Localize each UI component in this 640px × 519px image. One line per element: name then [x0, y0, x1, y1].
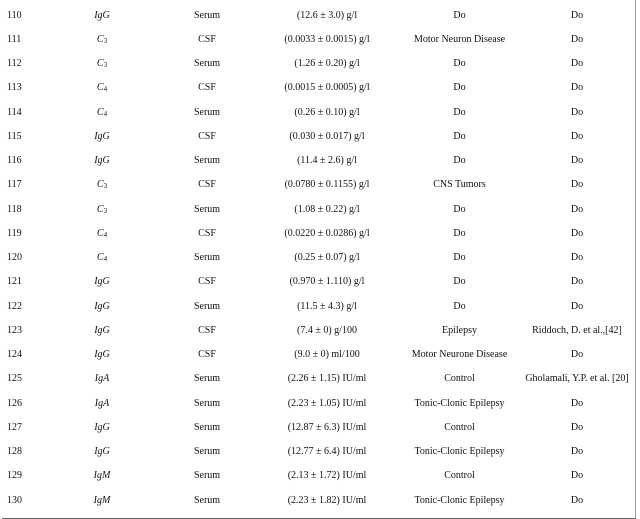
reference-cell-text: Do	[570, 252, 584, 264]
group-cell-text: Do	[453, 155, 466, 167]
specimen-cell	[157, 27, 257, 51]
value-cell-text: (0.0780 ± 0.1155) g/l	[284, 179, 370, 191]
analyte-cell-text: IgG	[94, 349, 110, 361]
table-row	[5, 173, 632, 197]
analyte-subscript: 4	[103, 109, 108, 118]
analyte-cell-text: IgG	[94, 276, 110, 288]
specimen-cell-text: CSF	[198, 82, 216, 94]
analyte-cell-text: C	[96, 58, 104, 70]
value-cell	[257, 367, 397, 391]
table-row	[5, 343, 632, 367]
group-cell-text: Tonic-Clonic Epilepsy	[414, 446, 505, 458]
row-number-text: 111	[7, 33, 22, 45]
specimen-cell-text: CSF	[198, 227, 216, 239]
specimen-cell-text: Serum	[193, 373, 221, 385]
group-cell	[397, 391, 522, 415]
analyte-cell	[47, 367, 157, 391]
table-row	[5, 464, 632, 488]
analyte-cell	[47, 464, 157, 488]
group-cell-text: Do	[453, 58, 466, 70]
specimen-cell	[157, 367, 257, 391]
specimen-cell	[157, 149, 257, 173]
analyte-subscript: 3	[103, 36, 108, 45]
row-number-text: 121	[7, 276, 22, 288]
analyte-cell	[47, 221, 157, 245]
specimen-cell-text: Serum	[193, 9, 221, 21]
analyte-cell	[47, 343, 157, 367]
value-cell	[257, 52, 397, 76]
table-row	[5, 367, 632, 391]
reference-cell	[522, 246, 632, 270]
reference-cell-text: Do	[570, 421, 584, 433]
row-number-text: 115	[7, 130, 22, 142]
specimen-cell	[157, 197, 257, 221]
specimen-cell	[157, 173, 257, 197]
reference-cell-text: Do	[570, 276, 584, 288]
row-number	[5, 27, 47, 51]
specimen-cell-text: Serum	[193, 421, 221, 433]
analyte-cell	[47, 3, 157, 27]
table-row	[5, 391, 632, 415]
analyte-cell-text: IgM	[93, 494, 111, 506]
specimen-cell	[157, 488, 257, 512]
group-cell	[397, 440, 522, 464]
value-cell	[257, 221, 397, 245]
row-number-text: 128	[7, 446, 22, 458]
reference-cell-text: Do	[570, 179, 584, 191]
analyte-cell-text: IgG	[94, 9, 110, 21]
reference-cell-text: Do	[570, 58, 584, 70]
group-cell	[397, 197, 522, 221]
table-row	[5, 246, 632, 270]
row-number-text: 113	[7, 82, 22, 94]
row-number-text: 110	[7, 9, 22, 21]
value-cell-text: (1.08 ± 0.22) g/l	[294, 203, 360, 215]
reference-cell-text: Do	[570, 33, 584, 45]
table-row	[5, 415, 632, 439]
row-number	[5, 415, 47, 439]
group-cell-text: Motor Neuron Disease	[413, 33, 506, 45]
analyte-cell-text: C	[96, 203, 104, 215]
data-table	[5, 3, 632, 512]
reference-cell	[522, 391, 632, 415]
value-cell	[257, 100, 397, 124]
value-cell-text: (11.4 ± 2.6) g/l	[297, 155, 357, 167]
table-row	[5, 318, 632, 342]
reference-cell	[522, 124, 632, 148]
specimen-cell	[157, 76, 257, 100]
table-body	[5, 3, 632, 512]
value-cell	[257, 173, 397, 197]
group-cell-text: CNS Tumors	[433, 179, 486, 191]
analyte-cell-text: C	[96, 179, 104, 191]
row-number-text: 119	[7, 227, 22, 239]
value-cell	[257, 76, 397, 100]
analyte-cell	[47, 52, 157, 76]
group-cell	[397, 318, 522, 342]
value-cell	[257, 294, 397, 318]
value-cell	[257, 149, 397, 173]
analyte-subscript: 4	[103, 255, 108, 264]
group-cell	[397, 27, 522, 51]
group-cell	[397, 294, 522, 318]
row-number	[5, 318, 47, 342]
table-row	[5, 149, 632, 173]
table-row	[5, 124, 632, 148]
specimen-cell	[157, 343, 257, 367]
value-cell	[257, 246, 397, 270]
group-cell-text: Control	[444, 373, 475, 385]
value-cell	[257, 488, 397, 512]
group-cell-text: Do	[453, 82, 466, 94]
analyte-cell	[47, 391, 157, 415]
table-row	[5, 221, 632, 245]
row-number	[5, 52, 47, 76]
reference-cell	[522, 27, 632, 51]
row-number	[5, 440, 47, 464]
reference-cell-text: Do	[570, 446, 584, 458]
specimen-cell	[157, 464, 257, 488]
row-number	[5, 367, 47, 391]
value-cell-text: (1.26 ± 0.20) g/l	[294, 58, 360, 70]
specimen-cell	[157, 440, 257, 464]
group-cell	[397, 149, 522, 173]
analyte-cell-text: IgM	[93, 470, 111, 482]
row-number	[5, 246, 47, 270]
group-cell	[397, 221, 522, 245]
table-row	[5, 488, 632, 512]
analyte-cell-text: C	[96, 82, 104, 94]
row-number	[5, 173, 47, 197]
row-number-text: 127	[7, 421, 22, 433]
specimen-cell	[157, 415, 257, 439]
group-cell-text: Do	[453, 203, 466, 215]
reference-cell-text: Do	[570, 397, 584, 409]
table-row	[5, 3, 632, 27]
row-number-text: 122	[7, 300, 22, 312]
analyte-cell	[47, 76, 157, 100]
value-cell	[257, 27, 397, 51]
value-cell-text: (12.77 ± 6.4) IU/ml	[287, 446, 367, 458]
table-row	[5, 27, 632, 51]
specimen-cell-text: Serum	[193, 155, 221, 167]
reference-cell-text: Do	[570, 106, 584, 118]
group-cell	[397, 3, 522, 27]
table-row	[5, 52, 632, 76]
reference-cell-text: Do	[570, 82, 584, 94]
analyte-subscript: 4	[103, 230, 108, 239]
analyte-cell-text: IgG	[94, 130, 110, 142]
reference-cell	[522, 294, 632, 318]
analyte-cell-text: IgG	[94, 324, 110, 336]
value-cell-text: (12.6 ± 3.0) g/l	[296, 9, 358, 21]
analyte-cell-text: C	[96, 106, 104, 118]
reference-cell	[522, 52, 632, 76]
specimen-cell-text: CSF	[198, 130, 216, 142]
analyte-cell-text: IgA	[94, 373, 110, 385]
row-number-text: 116	[7, 155, 22, 167]
group-cell	[397, 52, 522, 76]
reference-cell-text: Do	[570, 227, 584, 239]
row-number-text: 125	[7, 373, 22, 385]
value-cell	[257, 440, 397, 464]
group-cell-text: Control	[444, 470, 475, 482]
analyte-cell	[47, 124, 157, 148]
specimen-cell	[157, 52, 257, 76]
specimen-cell-text: Serum	[193, 397, 221, 409]
value-cell	[257, 415, 397, 439]
value-cell-text: (0.0220 ± 0.0286) g/l	[284, 227, 370, 239]
analyte-subscript: 3	[103, 182, 108, 191]
specimen-cell-text: CSF	[198, 179, 216, 191]
analyte-cell	[47, 27, 157, 51]
value-cell-text: (2.23 ± 1.82) IU/ml	[287, 494, 367, 506]
reference-cell	[522, 488, 632, 512]
reference-cell	[522, 100, 632, 124]
reference-cell-text: Do	[570, 130, 584, 142]
value-cell-text: (0.030 ± 0.017) g/l	[289, 130, 365, 142]
row-number-text: 130	[7, 494, 22, 506]
reference-cell	[522, 343, 632, 367]
reference-cell	[522, 270, 632, 294]
analyte-cell	[47, 440, 157, 464]
value-cell-text: (11.5 ± 4.3) g/l	[297, 300, 357, 312]
analyte-cell	[47, 100, 157, 124]
row-number-text: 118	[7, 203, 22, 215]
row-number	[5, 391, 47, 415]
table-row	[5, 440, 632, 464]
analyte-cell	[47, 197, 157, 221]
value-cell	[257, 197, 397, 221]
row-number	[5, 221, 47, 245]
analyte-cell-text: IgG	[94, 446, 110, 458]
specimen-cell-text: CSF	[198, 276, 216, 288]
group-cell-text: Do	[453, 300, 466, 312]
reference-cell-text: Do	[570, 155, 584, 167]
value-cell	[257, 270, 397, 294]
row-number	[5, 3, 47, 27]
reference-cell-text: Do	[570, 349, 584, 361]
value-cell	[257, 391, 397, 415]
group-cell-text: Tonic-Clonic Epilepsy	[414, 397, 505, 409]
table-row	[5, 294, 632, 318]
reference-cell-text: Do	[570, 470, 584, 482]
group-cell	[397, 270, 522, 294]
row-number-text: 124	[7, 349, 22, 361]
reference-cell	[522, 221, 632, 245]
specimen-cell	[157, 124, 257, 148]
value-cell-text: (2.23 ± 1.05) IU/ml	[287, 397, 367, 409]
row-number-text: 129	[7, 470, 22, 482]
specimen-cell-text: Serum	[193, 106, 221, 118]
group-cell	[397, 343, 522, 367]
row-number	[5, 149, 47, 173]
group-cell-text: Do	[453, 130, 466, 142]
row-number	[5, 100, 47, 124]
group-cell-text: Do	[453, 9, 466, 21]
table-row	[5, 197, 632, 221]
group-cell-text: Do	[453, 227, 466, 239]
specimen-cell-text: Serum	[193, 203, 221, 215]
analyte-cell-text: C	[96, 33, 104, 45]
specimen-cell-text: Serum	[193, 300, 221, 312]
table-row	[5, 76, 632, 100]
row-number	[5, 464, 47, 488]
reference-cell-text: Do	[570, 494, 584, 506]
row-number-text: 112	[7, 58, 22, 70]
reference-cell-text: Riddoch, D. et al.,[42]	[532, 324, 622, 336]
specimen-cell	[157, 391, 257, 415]
specimen-cell-text: Serum	[193, 470, 221, 482]
specimen-cell-text: CSF	[198, 324, 216, 336]
group-cell-text: Do	[453, 252, 466, 264]
row-number-text: 126	[7, 397, 22, 409]
specimen-cell	[157, 270, 257, 294]
analyte-cell-text: IgG	[94, 155, 110, 167]
row-number	[5, 343, 47, 367]
reference-cell	[522, 173, 632, 197]
analyte-cell-text: IgG	[94, 421, 110, 433]
specimen-cell	[157, 318, 257, 342]
analyte-cell-text: C	[96, 252, 104, 264]
analyte-cell	[47, 488, 157, 512]
group-cell-text: Do	[453, 106, 466, 118]
specimen-cell-text: Serum	[193, 58, 221, 70]
reference-cell	[522, 318, 632, 342]
value-cell	[257, 343, 397, 367]
reference-cell	[522, 367, 632, 391]
analyte-cell-text: IgA	[94, 397, 110, 409]
group-cell	[397, 100, 522, 124]
analyte-cell	[47, 270, 157, 294]
group-cell-text: Epilepsy	[442, 324, 477, 336]
analyte-cell	[47, 149, 157, 173]
row-number	[5, 197, 47, 221]
specimen-cell	[157, 246, 257, 270]
value-cell-text: (0.25 ± 0.07) g/l	[294, 252, 360, 264]
group-cell	[397, 415, 522, 439]
reference-cell-text: Gholamali, Y.P. et al. [20]	[525, 373, 629, 385]
group-cell	[397, 76, 522, 100]
specimen-cell	[157, 100, 257, 124]
analyte-subscript: 3	[103, 206, 108, 215]
reference-cell	[522, 3, 632, 27]
value-cell	[257, 3, 397, 27]
group-cell-text: Motor Neurone Disease	[411, 349, 508, 361]
analyte-cell	[47, 294, 157, 318]
row-number-text: 114	[7, 106, 22, 118]
specimen-cell	[157, 294, 257, 318]
value-cell-text: (0.970 ± 1.110) g/l	[289, 276, 365, 288]
group-cell-text: Do	[453, 276, 466, 288]
reference-cell	[522, 197, 632, 221]
value-cell	[257, 124, 397, 148]
analyte-cell-text: IgG	[94, 300, 110, 312]
row-number-text: 123	[7, 324, 22, 336]
analyte-subscript: 4	[103, 85, 108, 94]
group-cell	[397, 488, 522, 512]
row-number	[5, 294, 47, 318]
analyte-cell-text: C	[96, 227, 104, 239]
specimen-cell-text: Serum	[193, 252, 221, 264]
row-number-text: 120	[7, 252, 22, 264]
reference-cell	[522, 149, 632, 173]
group-cell	[397, 124, 522, 148]
value-cell-text: (7.4 ± 0) g/100	[297, 324, 357, 336]
row-number	[5, 488, 47, 512]
value-cell-text: (0.0015 ± 0.0005) g/l	[284, 82, 370, 94]
specimen-cell-text: Serum	[193, 494, 221, 506]
group-cell	[397, 367, 522, 391]
value-cell-text: (2.26 ± 1.15) IU/ml	[287, 373, 367, 385]
reference-cell-text: Do	[570, 9, 584, 21]
value-cell-text: (12.87 ± 6.3) IU/ml	[287, 421, 367, 433]
table-row	[5, 270, 632, 294]
specimen-cell-text: CSF	[198, 33, 216, 45]
value-cell-text: (0.0033 ± 0.0015) g/l	[284, 33, 370, 45]
value-cell	[257, 318, 397, 342]
reference-cell	[522, 76, 632, 100]
analyte-cell	[47, 173, 157, 197]
group-cell-text: Tonic-Clonic Epilepsy	[414, 494, 505, 506]
value-cell-text: (0.26 ± 0.10) g/l	[294, 106, 360, 118]
specimen-cell-text: Serum	[193, 446, 221, 458]
table-row	[5, 100, 632, 124]
analyte-subscript: 3	[103, 61, 108, 70]
value-cell-text: (9.0 ± 0) ml/100	[294, 349, 360, 361]
analyte-cell	[47, 246, 157, 270]
reference-cell-text: Do	[570, 300, 584, 312]
value-cell-text: (2.13 ± 1.72) IU/ml	[287, 470, 367, 482]
value-cell	[257, 464, 397, 488]
specimen-cell	[157, 3, 257, 27]
reference-cell	[522, 464, 632, 488]
row-number-text: 117	[7, 179, 22, 191]
analyte-cell	[47, 318, 157, 342]
group-cell	[397, 246, 522, 270]
row-number	[5, 270, 47, 294]
reference-cell	[522, 440, 632, 464]
reference-cell	[522, 415, 632, 439]
reference-cell-text: Do	[570, 203, 584, 215]
analyte-cell	[47, 415, 157, 439]
group-cell	[397, 464, 522, 488]
specimen-cell	[157, 221, 257, 245]
row-number	[5, 76, 47, 100]
row-number	[5, 124, 47, 148]
group-cell	[397, 173, 522, 197]
specimen-cell-text: CSF	[198, 349, 216, 361]
group-cell-text: Control	[444, 421, 475, 433]
